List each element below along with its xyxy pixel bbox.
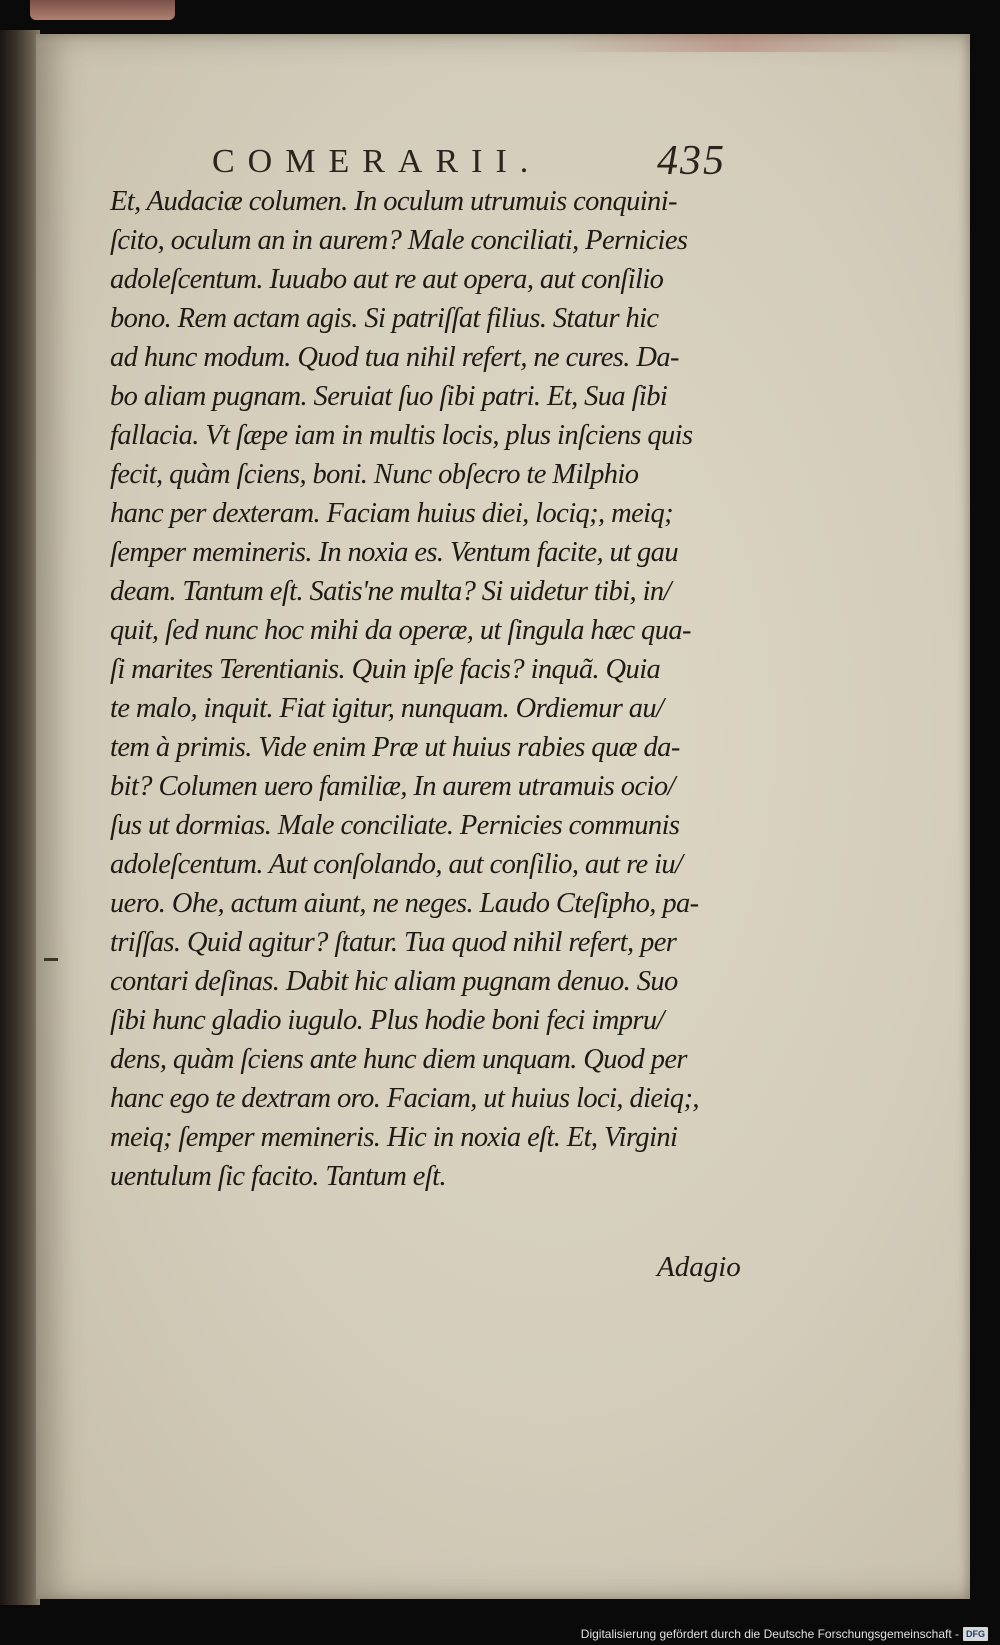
running-head: COMERARII. xyxy=(212,143,542,180)
text-line: ſcito, oculum an in aurem? Male conciliati, Pernicies xyxy=(110,225,688,256)
text-line: bo aliam pugnam. Seruiat ſuo ſibi patri. Et, Sua ſibi xyxy=(110,381,668,412)
text-line: tem à primis. Vide enim Præ ut huius rabies quæ da- xyxy=(110,732,680,763)
text-line: deam. Tantum eſt. Satis'ne multa? Si uidetur tibi, in/ xyxy=(110,576,671,607)
text-line: ad hunc modum. Quod tua nihil refert, ne cures. Da- xyxy=(110,342,679,373)
text-line: adoleſcentum. Aut conſolando, aut conſilio, aut re iu/ xyxy=(110,849,683,880)
text-line: Et, Audaciæ columen. In oculum utrumuis conquini- xyxy=(110,186,677,217)
text-line: uero. Ohe, actum aiunt, ne neges. Laudo Cteſipho, pa- xyxy=(110,888,699,919)
text-line: contari deſinas. Dabit hic aliam pugnam denuo. Suo xyxy=(110,966,678,997)
text-block xyxy=(110,182,760,1196)
credit-text: Digitalisierung gefördert durch die Deutsche Forschungsgemeinschaft - xyxy=(580,1627,959,1641)
text-line: hanc per dexteram. Faciam huius diei, lociq;, meiq; xyxy=(110,498,674,529)
catchword: Adagio xyxy=(657,1251,741,1283)
page-stain xyxy=(556,34,916,52)
text-line: bono. Rem actam agis. Si patriſſat filius. Statur hic xyxy=(110,303,659,334)
text-line: uentulum ſic facito. Tantum eſt. xyxy=(110,1161,446,1192)
book-edge-top xyxy=(30,0,175,20)
text-line: triſſas. Quid agitur? ſtatur. Tua quod nihil refert, per xyxy=(110,927,677,958)
text-line: bit? Columen uero familiæ, In aurem utramuis ocio/ xyxy=(110,771,675,802)
book-spine xyxy=(0,30,40,1605)
text-line: ſemper memineris. In noxia es. Ventum facite, ut gau xyxy=(110,537,678,568)
margin-mark xyxy=(44,958,58,961)
text-line: fecit, quàm ſciens, boni. Nunc obſecro te Milphio xyxy=(110,459,639,490)
text-line: adoleſcentum. Iuuabo aut re aut opera, aut conſilio xyxy=(110,264,664,295)
text-line: te malo, inquit. Fiat igitur, nunquam. Ordiemur au/ xyxy=(110,693,664,724)
page-number: 435 xyxy=(657,138,726,184)
page-header xyxy=(212,138,732,184)
dfg-logo: DFG xyxy=(963,1627,988,1641)
text-line: hanc ego te dextram oro. Faciam, ut huius loci, dieiq;, xyxy=(110,1083,699,1114)
text-line: meiq; ſemper memineris. Hic in noxia eſt. Et, Virgini xyxy=(110,1122,678,1153)
text-line: quit, ſed nunc hoc mihi da operæ, ut ſingula hæc qua- xyxy=(110,615,691,646)
text-line: ſus ut dormias. Male conciliate. Pernicies communis xyxy=(110,810,680,841)
text-line: ſi marites Terentianis. Quin ipſe facis? inquã. Quia xyxy=(110,654,661,685)
text-line: fallacia. Vt ſæpe iam in multis locis, plus inſciens quis xyxy=(110,420,693,451)
digitization-credit xyxy=(581,1627,988,1641)
text-line: ſibi hunc gladio iugulo. Plus hodie boni feci impru/ xyxy=(110,1005,664,1036)
text-line: dens, quàm ſciens ante hunc diem unquam. Quod per xyxy=(110,1044,687,1075)
